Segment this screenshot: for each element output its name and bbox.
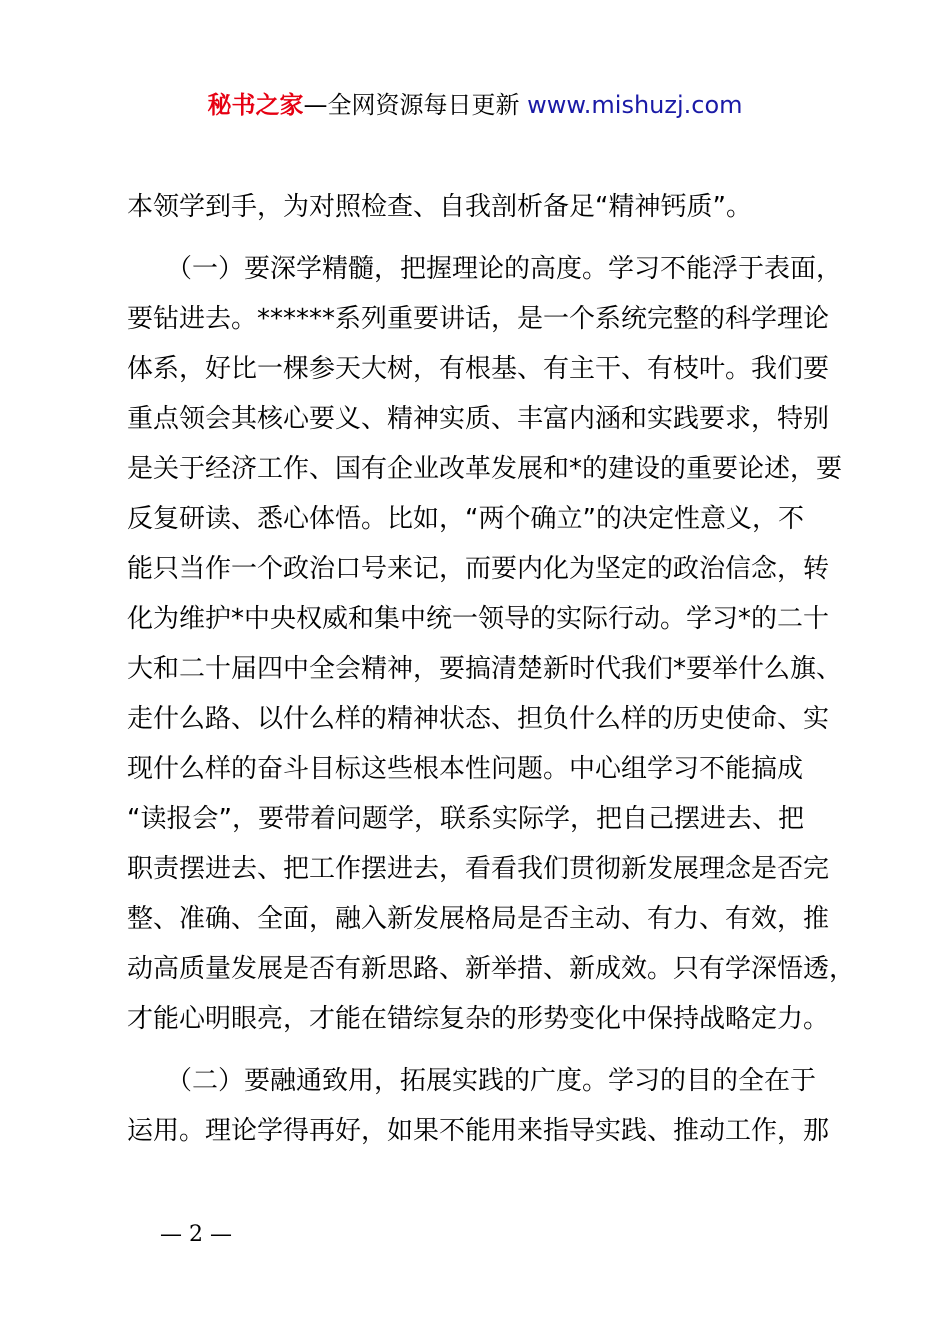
text-line: “读报会”，要带着问题学，联系实际学，把自己摆进去、把 <box>127 804 804 834</box>
text-line: 重点领会其核心要义、精神实质、丰富内涵和实践要求，特别 <box>127 404 830 434</box>
text-line: 现什么样的奋斗目标这些根本性问题。中心组学习不能搞成 <box>127 754 804 784</box>
text-line: 要钻进去。******系列重要讲话，是一个系统完整的科学理论 <box>127 304 830 334</box>
text-line: 职责摆进去、把工作摆进去，看看我们贯彻新发展理念是否完 <box>127 854 830 884</box>
text-line: 本领学到手，为对照检查、自我剖析备足“精神钙质”。 <box>127 192 752 222</box>
text-line: 能只当作一个政治口号来记，而要内化为坚定的政治信念，转 <box>127 554 830 584</box>
page-number: — 2 — <box>160 1222 232 1247</box>
text-line: 是关于经济工作、国有企业改革发展和*的建设的重要论述，要 <box>127 454 843 484</box>
text-line: 大和二十届四中全会精神，要搞清楚新时代我们*要举什么旗、 <box>127 654 843 684</box>
document-body <box>127 182 857 1156</box>
text-line: 走什么路、以什么样的精神状态、担负什么样的历史使命、实 <box>127 704 830 734</box>
text-line: 化为维护*中央权威和集中统一领导的实际行动。学习*的二十 <box>127 604 830 634</box>
paragraph-gap <box>127 232 857 244</box>
text-line: 整、准确、全面，融入新发展格局是否主动、有力、有效，推 <box>127 904 830 934</box>
header-tagline: —全网资源每日更新 <box>303 91 528 119</box>
brand-name: 秘书之家 <box>207 91 304 119</box>
header-url[interactable]: www.mishuzj.com <box>527 91 743 119</box>
paragraph-gap <box>127 1044 857 1056</box>
text-line: 体系，好比一棵参天大树，有根基、有主干、有枝叶。我们要 <box>127 354 830 384</box>
text-line: 反复研读、悉心体悟。比如，“两个确立”的决定性意义，不 <box>127 504 804 534</box>
text-line: 才能心明眼亮，才能在错综复杂的形势变化中保持战略定力。 <box>127 1004 830 1034</box>
site-header <box>0 88 950 122</box>
text-line: （二）要融通致用，拓展实践的广度。学习的目的全在于 <box>127 1066 817 1096</box>
text-line: （一）要深学精髓，把握理论的高度。学习不能浮于表面， <box>127 254 843 284</box>
text-line: 运用。理论学得再好，如果不能用来指导实践、推动工作，那 <box>127 1116 830 1146</box>
text-line: 动高质量发展是否有新思路、新举措、新成效。只有学深悟透， <box>127 954 856 984</box>
